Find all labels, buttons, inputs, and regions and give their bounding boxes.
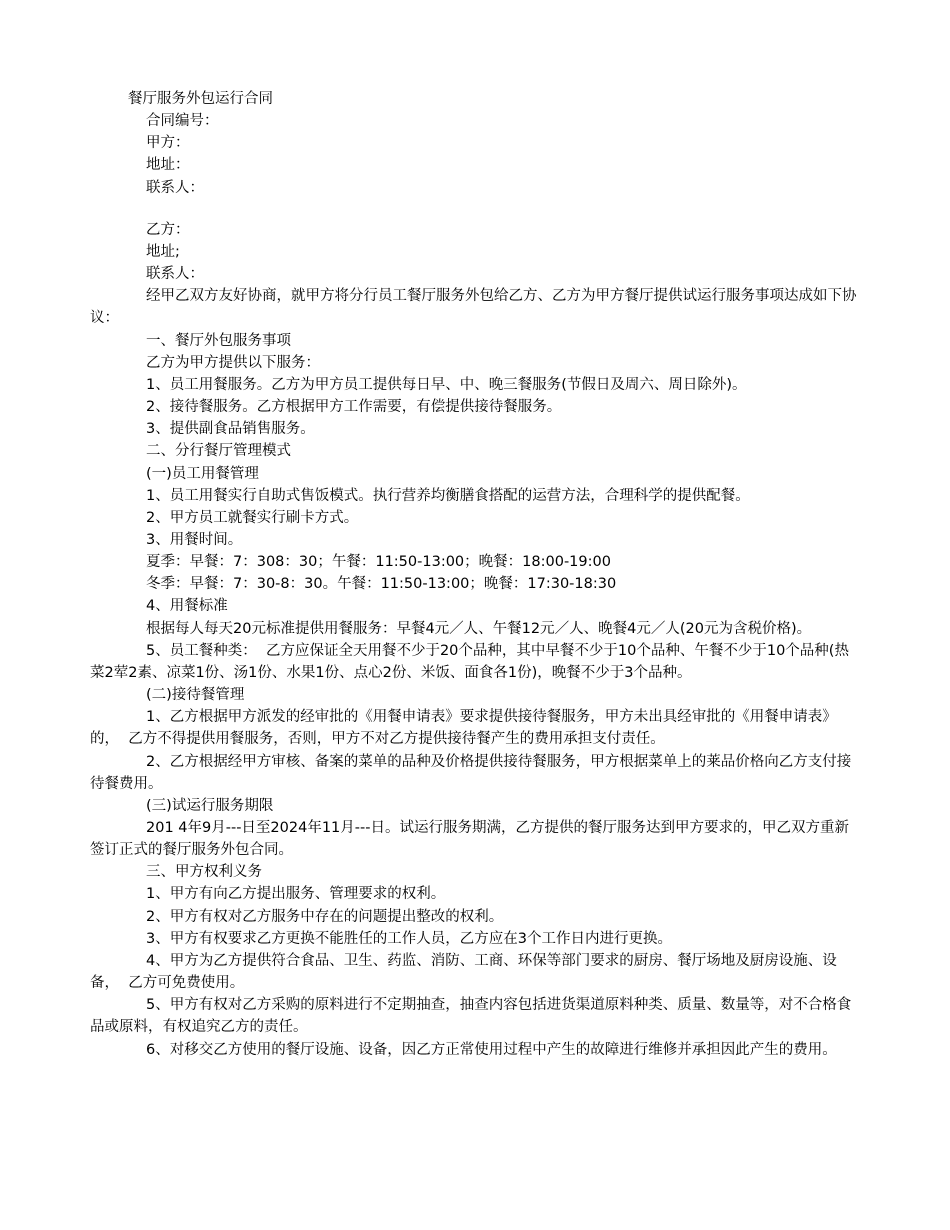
section-1-lead: 乙方为甲方提供以下服务： [146, 354, 320, 371]
party-a-label: 甲方： [146, 135, 190, 152]
section-3-item-4: 4、甲方为乙方提供符合食品、卫生、药监、消防、工商、环保等部门要求的厨房、餐厅场地及厨房设施、设备， 乙方可免费使用。 [90, 952, 837, 992]
section-3-item-5: 5、甲方有权对乙方采购的原料进行不定期抽查，抽查内容包括进货渠道原料种类、质量、数量等，对不合格食品或原料，有权追究乙方的责任。 [90, 997, 852, 1036]
spacer [90, 199, 860, 219]
subsection-2-1-item-2: 2、甲方员工就餐实行刷卡方式。 [146, 509, 359, 526]
section-3-item-6: 6、对移交乙方使用的餐厅设施、设备，因乙方正常使用过程中产生的故障进行维修并承担因此产生的费用。 [146, 1041, 837, 1058]
summer-meal-times: 夏季：早餐：7：308：30；午餐：11:50-13:00；晚餐：18:00-19:00 [146, 554, 611, 571]
meal-standard-paragraph: 根据每人每天20元标准提供用餐服务：早餐4元／人、午餐12元／人、晚餐4元／人(20元为含税价格)。 [146, 620, 812, 637]
subsection-2-2-heading: (二)接待餐管理 [146, 687, 245, 704]
section-1-item-2: 2、接待餐服务。乙方根据甲方工作需要，有偿提供接待餐服务。 [146, 399, 562, 416]
party-b-label: 乙方： [146, 221, 190, 238]
section-3-item-2: 2、甲方有权对乙方服务中存在的问题提出整改的权利。 [146, 908, 504, 925]
subsection-2-2-item-2: 2、乙方根据经甲方审核、备案的菜单的品种及价格提供接待餐服务，甲方根据菜单上的莱品价格向乙方支付接待餐费用。 [90, 753, 852, 792]
subsection-2-1-item-1: 1、员工用餐实行自助式售饭模式。执行营养均衡膳食搭配的运营方法，合理科学的提供配餐。 [146, 487, 750, 504]
section-2-heading: 二、分行餐厅管理模式 [146, 443, 291, 460]
document-title: 餐厅服务外包运行合同 [128, 91, 273, 107]
section-1-item-1: 1、员工用餐服务。乙方为甲方员工提供每日早、中、晚三餐服务(节假日及周六、周日除外)。 [146, 376, 747, 393]
party-a-contact-label: 联系人： [146, 179, 204, 196]
trial-period-paragraph: 201 4年9月---日至2024年11月---日。试运行服务期满，乙方提供的餐厅服务达到甲方要求的，甲乙双方重新签订正式的餐厅服务外包合同。 [90, 820, 849, 859]
subsection-2-2-item-1: 1、乙方根据甲方派发的经审批的《用餐申请表》要求提供接待餐服务，甲方未出具经审批的《用餐申请表》的， 乙方不得提供用餐服务，否则，甲方不对乙方提供接待餐产生的费用承担支付责任。 [90, 709, 837, 748]
subsection-2-3-heading: (三)试运行服务期限 [146, 797, 274, 814]
subsection-2-1-item-4: 4、用餐标准 [146, 598, 228, 615]
section-3-item-1: 1、甲方有向乙方提出服务、管理要求的权利。 [146, 886, 446, 903]
intro-paragraph: 经甲乙双方友好协商，就甲方将分行员工餐厅服务外包给乙方、乙方为甲方餐厅提供试运行服务事项达成如下协议： [90, 288, 857, 327]
party-b-contact-label: 联系人： [146, 266, 204, 283]
subsection-2-1-item-3: 3、用餐时间。 [146, 531, 243, 548]
party-a-address-label: 地址： [146, 157, 190, 174]
section-1-heading: 一、餐厅外包服务事项 [146, 332, 291, 349]
section-1-item-3: 3、提供副食品销售服务。 [146, 421, 315, 438]
subsection-2-1-heading: (一)员工用餐管理 [146, 465, 259, 482]
document-body [90, 88, 860, 1061]
winter-meal-times: 冬季：早餐：7：30-8：30。午餐：11:50-13:00；晚餐：17:30-18:30 [146, 576, 617, 593]
section-3-item-3: 3、甲方有权要求乙方更换不能胜任的工作人员，乙方应在3个工作日内进行更换。 [146, 930, 672, 947]
contract-number-label: 合同编号： [146, 113, 219, 130]
section-3-heading: 三、甲方权利义务 [146, 864, 262, 881]
subsection-2-1-item-5: 5、员工餐种类： 乙方应保证全天用餐不少于20个品种，其中早餐不少于10个品种、午餐不少于10个品种(热菜2荤2素、凉菜1份、汤1份、水果1份、点心2份、米饭、面食各1份)，晚餐不少于3个品种。 [90, 642, 849, 681]
party-b-address-label: 地址; [146, 243, 180, 260]
